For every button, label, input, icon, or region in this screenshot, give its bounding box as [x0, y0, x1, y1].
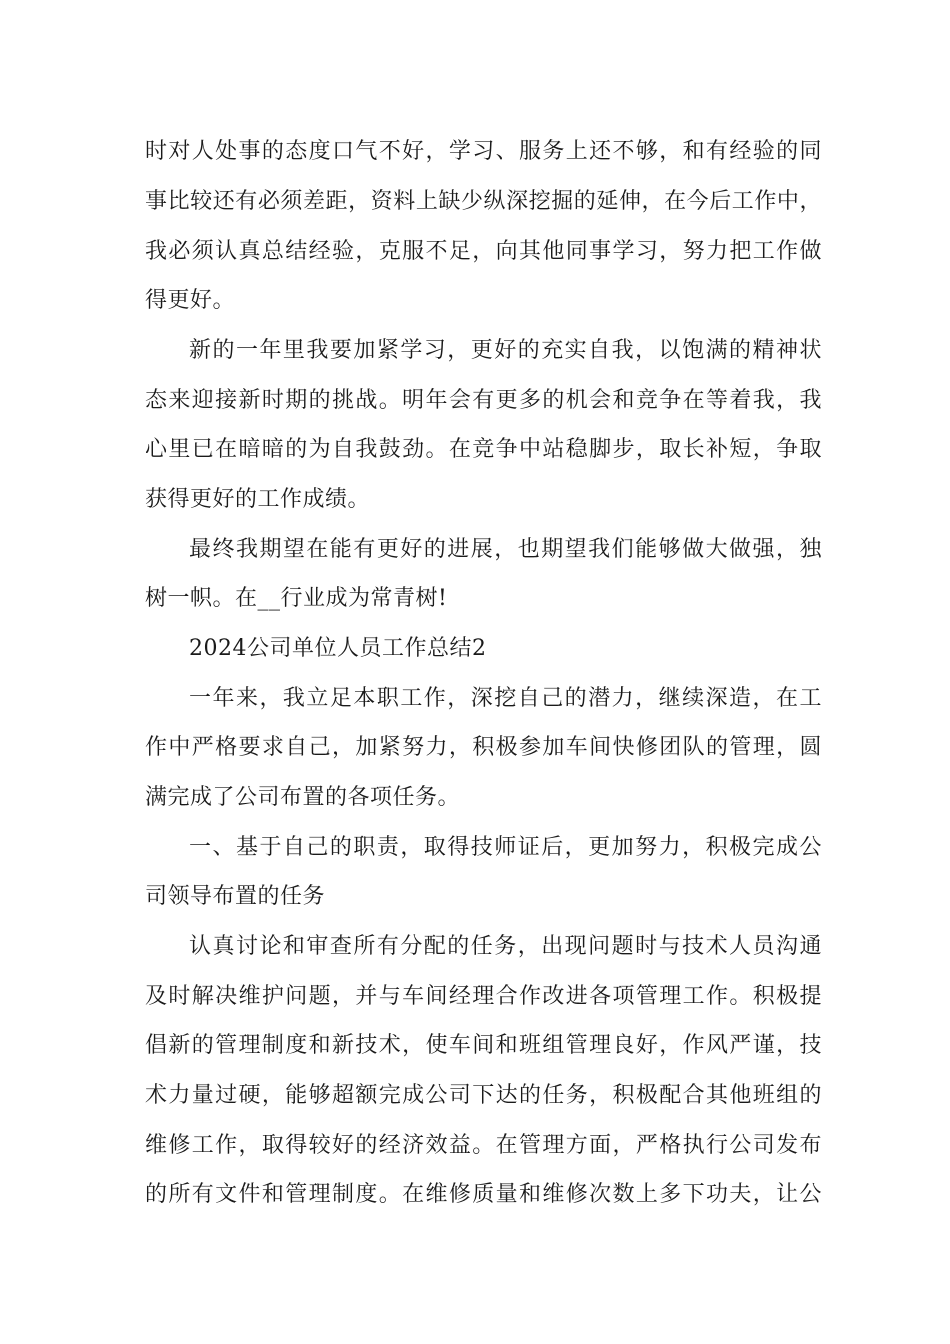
body-line: 树一帜。在__行业成为常青树!: [145, 586, 448, 611]
body-line: 事比较还有必须差距，资料上缺少纵深挖掘的延伸，在今后工作中，: [145, 189, 822, 214]
body-line: 倡新的管理制度和新技术，使车间和班组管理良好，作风严谨，技: [145, 1033, 822, 1058]
body-line: 时对人处事的态度口气不好，学习、服务上还不够，和有经验的同: [145, 139, 822, 164]
body-line: 态来迎接新时期的挑战。明年会有更多的机会和竞争在等着我，我: [145, 388, 822, 413]
body-line: 及时解决维护问题，并与车间经理合作改进各项管理工作。积极提: [145, 984, 822, 1009]
body-line: 司领导布置的任务: [145, 884, 326, 909]
body-line: 心里已在暗暗的为自我鼓劲。在竞争中站稳脚步，取长补短，争取: [145, 437, 822, 462]
body-line: 一年来，我立足本职工作，深挖自己的潜力，继续深造，在工: [189, 686, 822, 711]
body-line: 得更好。: [145, 288, 236, 313]
body-line: 一、基于自己的职责，取得技师证后，更加努力，积极完成公: [189, 835, 822, 860]
body-line: 新的一年里我要加紧学习，更好的充实自我，以饱满的精神状: [189, 338, 822, 363]
body-line: 术力量过硬，能够超额完成公司下达的任务，积极配合其他班组的: [145, 1083, 822, 1108]
body-line: 我必须认真总结经验，克服不足，向其他同事学习，努力把工作做: [145, 239, 822, 264]
body-line: 最终我期望在能有更好的进展，也期望我们能够做大做强，独: [189, 537, 822, 562]
body-line: 满完成了公司布置的各项任务。: [145, 785, 461, 810]
body-line: 作中严格要求自己，加紧努力，积极参加车间快修团队的管理，圆: [145, 735, 822, 760]
body-line: 维修工作，取得较好的经济效益。在管理方面，严格执行公司发布: [145, 1133, 822, 1158]
section-heading: 2024公司单位人员工作总结2: [189, 636, 487, 661]
body-line: 获得更好的工作成绩。: [145, 487, 371, 512]
body-line: 认真讨论和审查所有分配的任务，出现问题时与技术人员沟通: [189, 934, 822, 959]
body-line: 的所有文件和管理制度。在维修质量和维修次数上多下功夫，让公: [145, 1182, 822, 1207]
